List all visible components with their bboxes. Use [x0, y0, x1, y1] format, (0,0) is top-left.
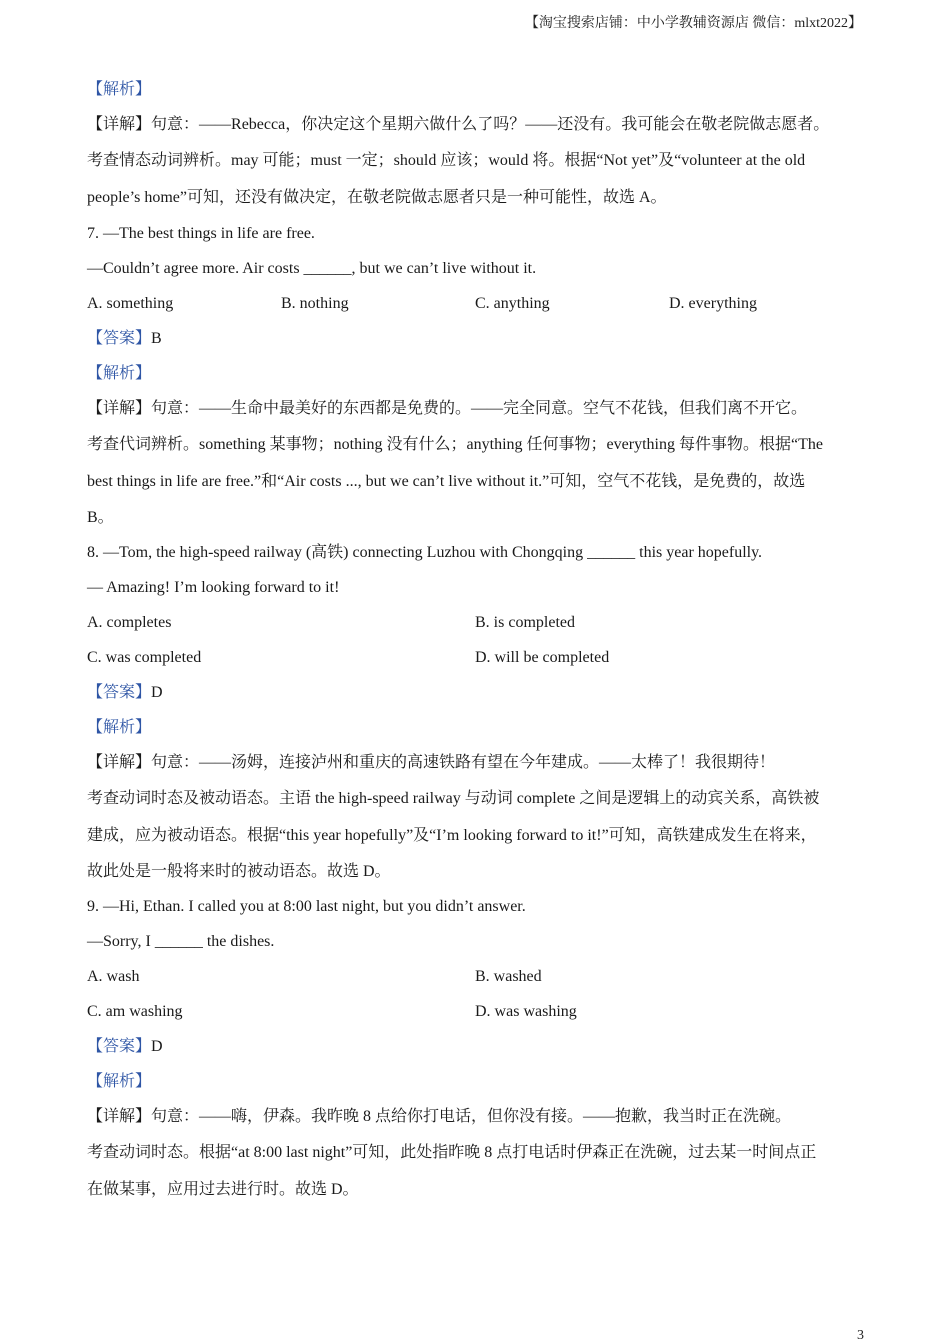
- detail-tag: 【详解】: [87, 400, 152, 417]
- question-stem: 7. —The best things in life are free.: [87, 225, 315, 242]
- page-number: 3: [857, 1328, 864, 1343]
- analysis-tag-q6: 【解析】: [87, 81, 152, 98]
- question-stem: 9. —Hi, Ethan. I called you at 8:00 last night, but you didn’t answer.: [87, 898, 526, 915]
- option-d: D. was washing: [475, 1003, 577, 1020]
- option-a: A. wash: [87, 968, 140, 985]
- analysis-tag: 【解析】: [87, 1073, 152, 1090]
- answer-line: [87, 321, 867, 356]
- options-row: [87, 605, 867, 640]
- question-stem: —Sorry, I ______ the dishes.: [87, 933, 275, 950]
- answer-value: B: [151, 330, 162, 347]
- option-d: D. everything: [669, 295, 757, 312]
- option-b: B. washed: [475, 968, 542, 985]
- answer-tag: 【答案】: [87, 1038, 152, 1055]
- detail-line: 考查情态动词辨析。may 可能；must 一定；should 应该；would 将。根据“Not yet”及“volunteer at the old: [87, 152, 806, 169]
- page-header: 【淘宝搜索店铺：中小学教辅资源店 微信：mlxt2022】: [524, 16, 862, 31]
- option-c: C. am washing: [87, 1003, 183, 1020]
- detail-line: 考查动词时态。根据“at 8:00 last night”可知，此处指昨晚 8 点打电话时伊森正在洗碗，过去某一时间点正: [87, 1144, 817, 1161]
- options-row: [87, 640, 867, 675]
- options-row: [87, 286, 867, 321]
- option-d: D. will be completed: [475, 649, 610, 666]
- answer-value: D: [151, 684, 163, 701]
- detail-tag: 【详解】: [87, 116, 152, 133]
- option-a: A. completes: [87, 614, 172, 631]
- options-row: [87, 959, 867, 994]
- detail-tag: 【详解】: [87, 754, 152, 771]
- answer-value: D: [151, 1038, 163, 1055]
- option-c: C. anything: [475, 295, 550, 312]
- question-stem: 8. —Tom, the high-speed railway (高铁) connecting Luzhou with Chongqing ______ this year hopefully.: [87, 544, 763, 561]
- question-stem: —Couldn’t agree more. Air costs ______, but we can’t live without it.: [87, 260, 537, 277]
- detail-tag: 【详解】: [87, 1108, 152, 1125]
- detail-line: 【详解】句意：——生命中最美好的东西都是免费的。——完全同意。空气不花钱，但我们离不开它。: [87, 400, 808, 417]
- document-body: [87, 72, 867, 1208]
- detail-line: best things in life are free.”和“Air costs ..., but we can’t live without it.”可知，空气不花钱，是免费的，故选: [87, 473, 806, 490]
- option-b: B. nothing: [281, 295, 349, 312]
- detail-line: people’s home”可知，还没有做决定，在敬老院做志愿者只是一种可能性，故选 A。: [87, 189, 667, 206]
- detail-line: 考查动词时态及被动语态。主语 the high-speed railway 与动词 complete 之间是逻辑上的动宾关系，高铁被: [87, 790, 820, 807]
- detail-line: 【详解】句意：——汤姆，连接泸州和重庆的高速铁路有望在今年建成。——太棒了！我很期待！: [87, 754, 776, 771]
- answer-tag: 【答案】: [87, 684, 152, 701]
- answer-tag: 【答案】: [87, 330, 152, 347]
- analysis-tag: 【解析】: [87, 719, 152, 736]
- detail-line: 考查代词辨析。something 某事物；nothing 没有什么；anything 任何事物；everything 每件事物。根据“The: [87, 436, 823, 453]
- question-stem: — Amazing! I’m looking forward to it!: [87, 579, 340, 596]
- detail-line: 在做某事，应用过去进行时。故选 D。: [87, 1181, 359, 1198]
- answer-line: [87, 675, 867, 710]
- detail-line: 【详解】句意：——Rebecca，你决定这个星期六做什么了吗？——还没有。我可能会在敬老院做志愿者。: [87, 116, 830, 133]
- option-a: A. something: [87, 295, 174, 312]
- detail-line: 故此处是一般将来时的被动语态。故选 D。: [87, 863, 391, 880]
- answer-line: [87, 1029, 867, 1064]
- options-row: [87, 994, 867, 1029]
- detail-line: B。: [87, 509, 114, 526]
- analysis-tag: 【解析】: [87, 365, 152, 382]
- detail-line: 建成，应为被动语态。根据“this year hopefully”及“I’m looking forward to it!”可知，高铁建成发生在将来，: [87, 827, 817, 844]
- detail-line: 【详解】句意：——嗨，伊森。我昨晚 8 点给你打电话，但你没有接。——抱歉，我当时正在洗碗。: [87, 1108, 792, 1125]
- option-b: B. is completed: [475, 614, 575, 631]
- option-c: C. was completed: [87, 649, 202, 666]
